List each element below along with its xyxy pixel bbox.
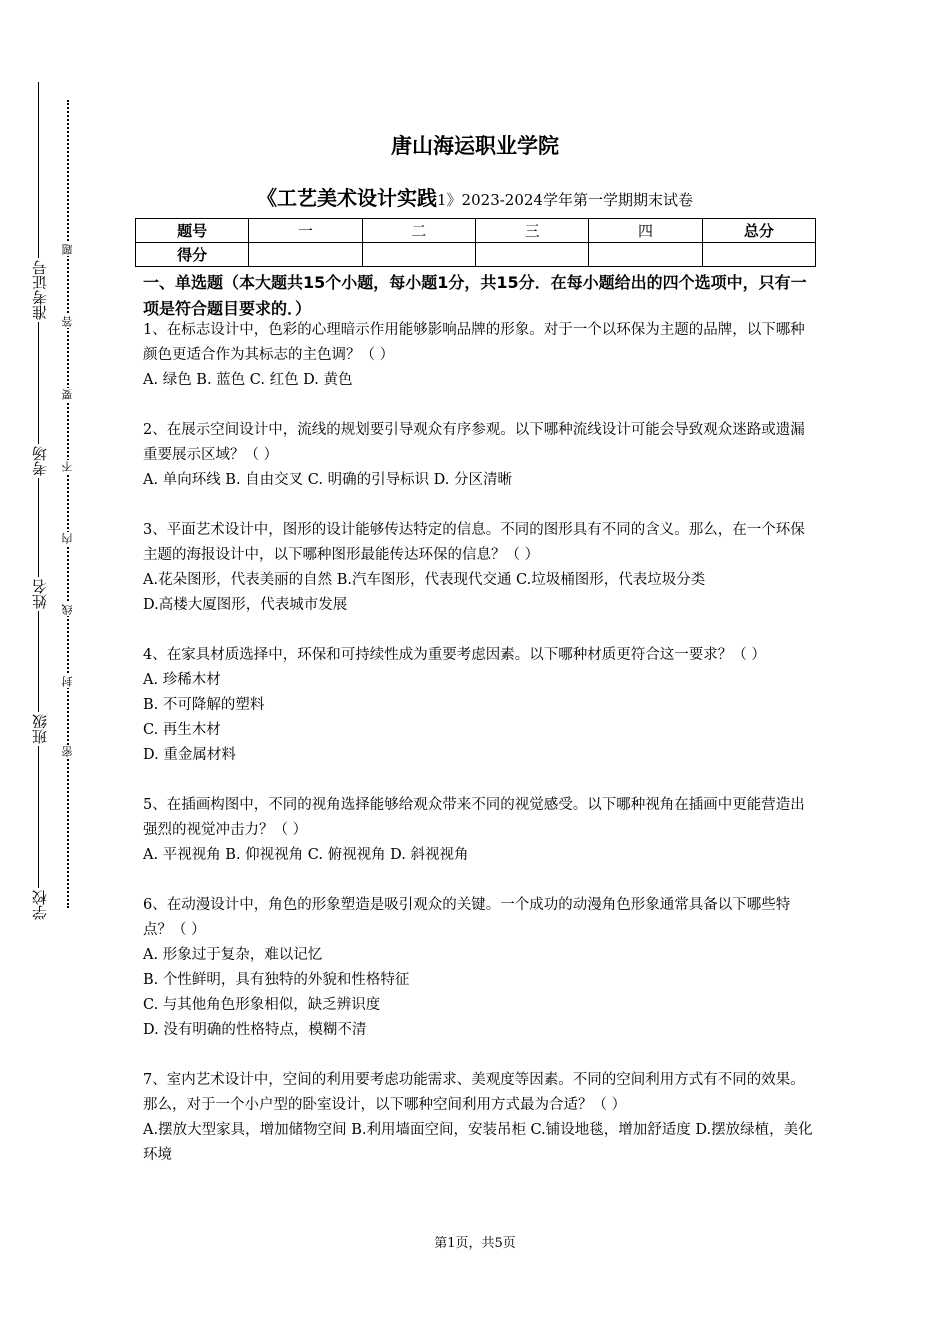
seal-char: 线 <box>61 604 74 615</box>
score-cell-empty <box>702 243 815 267</box>
score-cell-header: 总分 <box>702 219 815 243</box>
question-option: C. 与其他角色形象相似，缺乏辨识度 <box>143 997 381 1013</box>
question-item <box>143 793 815 868</box>
seal-char: 题 <box>61 244 74 255</box>
score-cell-header: 题号 <box>136 219 249 243</box>
question-item <box>143 318 815 393</box>
question-stem: 7、室内艺术设计中，空间的利用要考虑功能需求、美观度等因素。不同的空间利用方式有不同的效果。那么，对于一个小户型的卧室设计，以下哪种空间利用方式最为合适？（ ） <box>143 1072 805 1113</box>
question-option: A.摆放大型家具，增加储物空间 B.利用墙面空间，安装吊柜 C.铺设地毯，增加舒适度 D.摆放绿植，美化环境 <box>143 1122 813 1163</box>
question-stem: 1、在标志设计中，色彩的心理暗示作用能够影响品牌的形象。对于一个以环保为主题的品牌，以下哪种颜色更适合作为其标志的主色调？（ ） <box>143 322 805 363</box>
seal-char: 封 <box>61 676 74 687</box>
school-title: 唐山海运职业学院 <box>391 134 559 158</box>
question-option: D. 没有明确的性格特点，模糊不清 <box>143 1022 367 1038</box>
score-cell-header: 二 <box>362 219 475 243</box>
exam-room-label: 考场 <box>31 446 49 476</box>
question-stem: 6、在动漫设计中，角色的形象塑造是吸引观众的关键。一个成功的动漫角色形象通常具备以下哪些特点？（ ） <box>143 897 791 938</box>
seal-char: 密 <box>61 746 74 757</box>
seal-dotted-line <box>67 100 69 908</box>
question-item <box>143 418 815 493</box>
score-cell-empty <box>475 243 588 267</box>
score-cell-empty <box>362 243 475 267</box>
question-option: D.高楼大厦图形，代表城市发展 <box>143 597 348 613</box>
question-item <box>143 518 815 618</box>
question-option: B. 不可降解的塑料 <box>143 697 265 713</box>
school-label: 学校 <box>31 890 49 920</box>
question-option: C. 再生木材 <box>143 722 221 738</box>
question-item <box>143 643 815 768</box>
admission-number-label: 准考证号 <box>31 260 49 320</box>
exam-title-rest: 1》2023-2024学年第一学期期末试卷 <box>437 191 693 209</box>
question-item <box>143 1068 815 1168</box>
question-item <box>143 893 815 1043</box>
question-stem: 2、在展示空间设计中，流线的规划要引导观众有序参观。以下哪种流线设计可能会导致观众迷路或遗漏重要展示区域？（ ） <box>143 422 805 463</box>
question-option: B. 个性鲜明，具有独特的外貌和性格特征 <box>143 972 410 988</box>
score-row-label: 得分 <box>136 243 249 267</box>
score-cell-header: 四 <box>589 219 702 243</box>
question-list <box>143 318 815 1193</box>
name-label: 姓名 <box>31 579 49 609</box>
section-heading: 一、单选题（本大题共15个小题，每小题1分，共15分．在每小题给出的四个选项中，只有一项是符合题目要求的．） <box>143 273 807 318</box>
seal-char: 内 <box>61 533 74 544</box>
question-option: A. 形象过于复杂，难以记忆 <box>143 947 323 963</box>
score-cell-empty <box>589 243 702 267</box>
class-label: 班级 <box>31 714 49 744</box>
binding-margin <box>0 0 110 1344</box>
seal-char: 要 <box>61 389 74 400</box>
exam-title-main: 《工艺美术设计实践 <box>257 186 438 210</box>
question-option: A. 珍稀木材 <box>143 672 221 688</box>
question-option: A. 平视视角 B. 仰视视角 C. 俯视视角 D. 斜视视角 <box>143 847 469 863</box>
score-cell-empty <box>249 243 362 267</box>
question-option: D. 重金属材料 <box>143 747 236 763</box>
question-stem: 3、平面艺术设计中，图形的设计能够传达特定的信息。不同的图形具有不同的含义。那么，在一个环保主题的海报设计中，以下哪种图形最能传达环保的信息？（ ） <box>143 522 805 563</box>
score-table-score-row <box>136 243 816 267</box>
score-cell-header: 一 <box>249 219 362 243</box>
seal-char: 不 <box>61 461 74 472</box>
question-stem: 4、在家具材质选择中，环保和可持续性成为重要考虑因素。以下哪种材质更符合这一要求？（ ） <box>143 647 766 663</box>
binding-solid-line <box>38 82 39 920</box>
exam-title <box>143 182 807 211</box>
score-cell-header: 三 <box>475 219 588 243</box>
question-stem: 5、在插画构图中，不同的视角选择能够给观众带来不同的视觉感受。以下哪种视角在插画中更能营造出强烈的视觉冲击力？（ ） <box>143 797 805 838</box>
page-footer: 第1页，共5页 <box>434 1236 516 1251</box>
seal-char: 答 <box>61 316 74 327</box>
score-table-header-row <box>136 219 816 243</box>
question-option: A. 单向环线 B. 自由交叉 C. 明确的引导标识 D. 分区清晰 <box>143 472 513 488</box>
question-option: A. 绿色 B. 蓝色 C. 红色 D. 黄色 <box>143 372 353 388</box>
question-option: A.花朵图形，代表美丽的自然 B.汽车图形，代表现代交通 C.垃圾桶图形，代表垃圾分类 <box>143 572 706 588</box>
score-table <box>135 218 816 267</box>
